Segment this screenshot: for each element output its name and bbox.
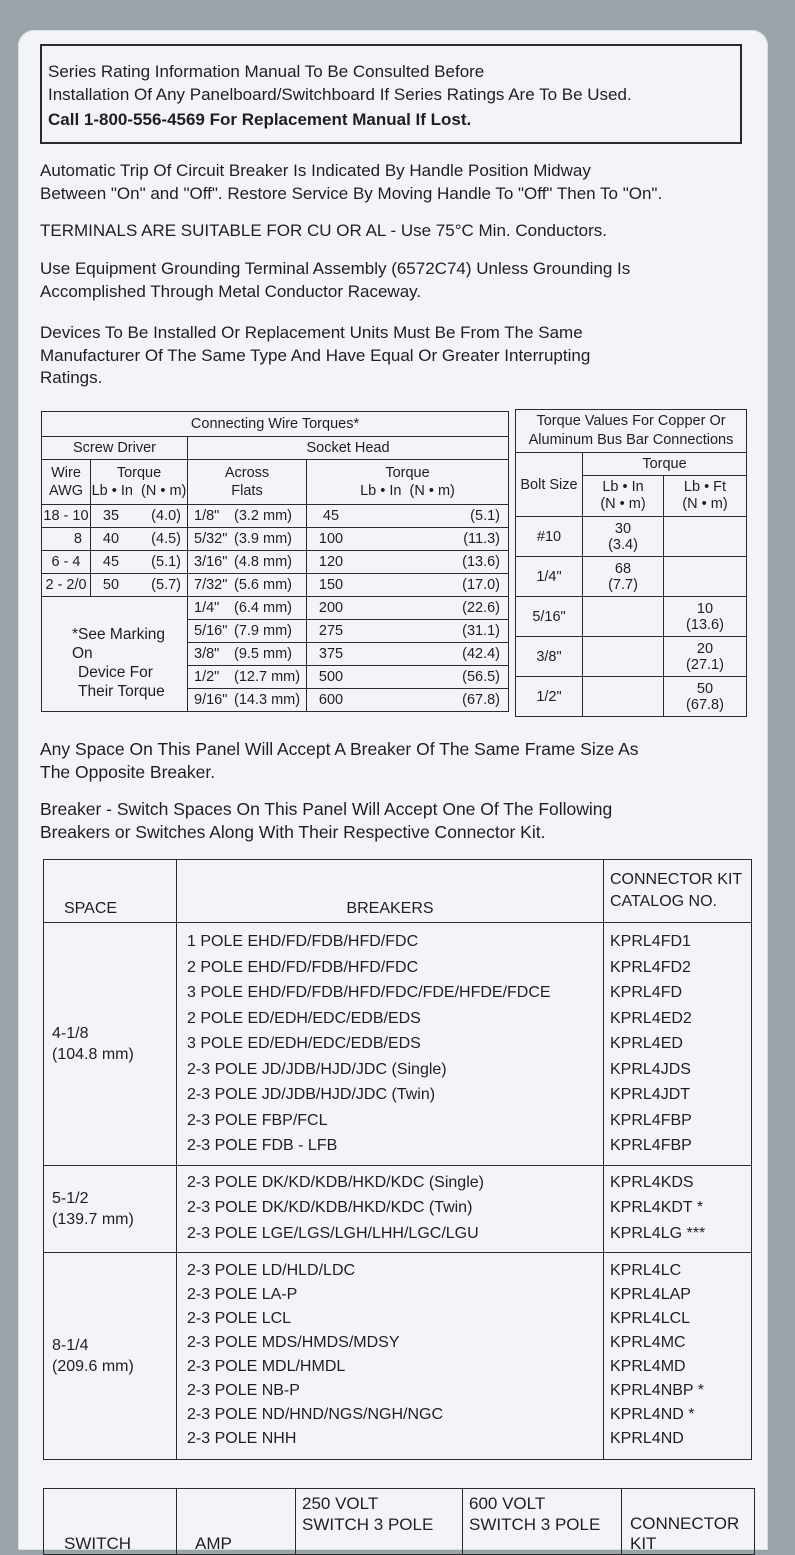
table-row [42,551,509,574]
lbin-cell: 50 [91,574,132,597]
inch-cell: 9/16" [188,689,235,712]
nm-cell: (5.7) [131,574,188,597]
lbin-nm-value: (7.7) [608,576,638,593]
mm-cell: (4.8 mm) [234,551,307,574]
bus-title-line-2: Aluminum Bus Bar Connections [528,432,734,448]
mm-cell: (14.3 mm) [234,689,307,712]
devices-line-3: Ratings. [40,368,103,387]
mm-cell: (6.4 mm) [234,597,307,620]
space-mm: (104.8 mm) [52,1045,134,1063]
trip-paragraph [40,160,755,205]
wire-torque-title: Connecting Wire Torques* [42,412,509,437]
list-item: 2-3 POLE MDL/HMDL [187,1358,346,1375]
lbin-cell: 275 [307,620,356,643]
list-item: 2-3 POLE LA-P [187,1286,298,1303]
list-item: 2 POLE EHD/FD/FDB/HFD/FDC [187,958,419,976]
bus-torque-header: Torque [583,453,747,476]
inch-cell: 3/16" [188,551,235,574]
list-item: 3 POLE ED/EDH/EDC/EDB/EDS [187,1035,421,1052]
switch-table [43,1488,755,1555]
lb-in-label: Lb • In [91,483,133,499]
inch-cell: 3/8" [188,643,235,666]
table-row [516,637,747,677]
awg-cell: 6 - 4 [42,551,91,574]
lb-ft-label: Lb • Ft [683,479,727,495]
list-item: 2-3 POLE MDS/HMDS/MDSY [187,1334,400,1351]
kit-header-line-1: CONNECTOR KIT [610,871,743,888]
kit-list [604,923,752,1166]
nm-label: (N • m) [682,496,728,512]
series-rating-notice [40,44,742,144]
list-item: KPRL4NBP * [610,1382,704,1399]
lbft-value: 20 [696,640,714,657]
inch-cell: 5/32" [188,528,235,551]
list-item: 2-3 POLE LCL [187,1310,292,1327]
mm-cell: (5.6 mm) [234,574,307,597]
awg-cell: 18 - 10 [42,505,91,528]
nm-cell: (67.8) [355,689,509,712]
inch-cell: 1/2" [188,666,235,689]
bolt-cell: 1/2" [516,677,583,717]
list-item: KPRL4FBP [610,1137,692,1154]
space-header: SPACE [44,860,177,923]
screw-torque-header [91,460,188,505]
list-item: KPRL4FD [610,984,683,1001]
lbin-cell: 120 [307,551,356,574]
lb-in-label: Lb • In [360,483,402,499]
notice-line-1: Series Rating Information Manual To Be Consulted Before [48,62,485,81]
list-item: KPRL4ND [610,1430,684,1447]
table-row [42,574,509,597]
across-flats-header [188,460,307,505]
across-label: Across [224,465,270,481]
list-item: KPRL4KDS [610,1173,694,1191]
inch-cell: 1/8" [188,505,235,528]
awg-label: AWG [48,483,84,499]
torque-label: Torque [385,465,430,481]
list-item: KPRL4MC [610,1334,686,1351]
600-volt-header [463,1489,622,1555]
grounding-line-2: Accomplished Through Metal Conductor Raceway. [40,281,422,301]
bus-bar-torque-table [515,409,747,717]
lbft-cell [664,557,747,597]
space-line-2: The Opposite Breaker. [40,761,216,782]
list-item: 2-3 POLE FBP/FCL [187,1111,328,1129]
list-item: 2 POLE ED/EDH/EDC/EDB/EDS [187,1009,421,1027]
bolt-cell: 3/8" [516,637,583,677]
lbin-cell: 375 [307,643,356,666]
lbin-cell [583,517,664,557]
lbin-cell [583,597,664,637]
awg-cell: 2 - 2/0 [42,574,91,597]
list-item: 2-3 POLE FDB - LFB [187,1137,338,1154]
list-item: KPRL4JDS [610,1060,691,1078]
space-line-1: Any Space On This Panel Will Accept A Breaker Of The Same Frame Size As [40,739,639,759]
lbft-nm-value: (67.8) [686,696,724,713]
wire-awg-header [42,460,91,505]
list-item: 2-3 POLE LD/HLD/LDC [187,1262,356,1279]
lb-in-label: Lb • In [602,479,644,495]
lbin-cell: 600 [307,689,356,712]
wire-label: Wire [51,465,81,481]
devices-paragraph [40,322,755,390]
screw-driver-header: Screw Driver [42,437,188,460]
bolt-cell: 1/4" [516,557,583,597]
see-marking-note [42,597,188,712]
list-item: 2-3 POLE DK/KD/KDB/HKD/KDC (Twin) [187,1199,473,1216]
250-volt-line-2: SWITCH 3 POLE [302,1515,434,1534]
space-size: 8-1/4 [52,1337,89,1354]
list-item: KPRL4ED [610,1035,683,1052]
list-item: KPRL4MD [610,1358,686,1375]
torque-label: Torque [116,465,162,481]
table-row [516,677,747,717]
lbft-cell [664,517,747,557]
kit-header-line-2: CATALOG NO. [610,893,717,910]
nm-cell: (31.1) [355,620,509,643]
space-cell [44,923,177,1166]
trip-line-1: Automatic Trip Of Circuit Breaker Is Indicated By Handle Position Midway [40,161,591,180]
notice-line-3: Call 1-800-556-4569 For Replacement Manual If Lost. [48,110,472,129]
list-item: KPRL4ED2 [610,1009,692,1027]
lbin-cell [583,557,664,597]
devices-line-2: Manufacturer Of The Same Type And Have Equal Or Greater Interrupting [40,345,591,365]
list-item: 2-3 POLE NHH [187,1430,297,1447]
space-cell [44,1253,177,1460]
list-item: KPRL4LC [610,1262,682,1279]
switch-kit-header: CONNECTOR KIT [622,1489,755,1555]
lbft-nm-value: (27.1) [686,656,724,673]
terminals-paragraph: TERMINALS ARE SUITABLE FOR CU OR AL - Use 75°C Min. Conductors. [40,221,608,240]
table-row [516,517,747,557]
lbft-value: 10 [696,600,714,617]
bolt-cell: 5/16" [516,597,583,637]
nm-cell: (17.0) [355,574,509,597]
bus-lb-in-header [583,476,664,517]
lbin-cell: 150 [307,574,356,597]
list-item: KPRL4KDT * [610,1199,704,1216]
list-item: 2-3 POLE DK/KD/KDB/HKD/KDC (Single) [187,1173,484,1191]
nm-cell: (42.4) [355,643,509,666]
600-volt-line-1: 600 VOLT [469,1494,546,1513]
lbin-value: 68 [614,560,632,577]
list-item: 1 POLE EHD/FD/FDB/HFD/FDC [187,933,419,950]
grounding-line-1: Use Equipment Grounding Terminal Assembly (6572C74) Unless Grounding Is [40,259,631,278]
list-item: KPRL4FD1 [610,933,691,950]
space-paragraph [40,738,755,783]
nm-label: (N • m) [141,483,187,499]
list-item: KPRL4FD2 [610,958,691,976]
lbft-value: 50 [696,680,714,697]
awg-cell: 8 [42,528,91,551]
list-item: 2-3 POLE NB-P [187,1382,300,1399]
list-item: 2-3 POLE ND/HND/NGS/NGH/NGC [187,1406,444,1423]
list-item: KPRL4LG *** [610,1224,706,1242]
lbin-cell [583,637,664,677]
lbft-cell [664,637,747,677]
table-row [42,528,509,551]
lbft-nm-value: (13.6) [686,616,724,633]
bolt-size-header: Bolt Size [516,453,583,517]
table-row [42,505,509,528]
breaker-switch-line-1: Breaker - Switch Spaces On This Panel Will Accept One Of The Following [40,799,613,819]
kit-list [604,1253,752,1460]
lbin-cell: 40 [91,528,132,551]
socket-head-header: Socket Head [188,437,509,460]
250-volt-header [296,1489,463,1555]
inch-cell: 7/32" [188,574,235,597]
list-item: 2-3 POLE JD/JDB/HJD/JDC (Single) [187,1060,447,1078]
mm-cell: (7.9 mm) [234,620,307,643]
see-marking-line-2: Device For [78,664,153,681]
space-size: 5-1/2 [52,1189,89,1207]
mm-cell: (3.9 mm) [234,528,307,551]
list-item: 3 POLE EHD/FD/FDB/HFD/FDC/FDE/HFDE/FDCE [187,984,551,1001]
list-item: 2-3 POLE JD/JDB/HJD/JDC (Twin) [187,1086,436,1103]
lbft-cell [664,677,747,717]
nm-cell: (11.3) [355,528,509,551]
space-size: 4-1/8 [52,1024,89,1042]
breaker-list [177,1253,604,1460]
breaker-group-5-1-2 [44,1165,752,1253]
bus-title-line-1: Torque Values For Copper Or [536,413,726,429]
breaker-list [177,1165,604,1253]
kit-list [604,1165,752,1253]
amp-header: AMP [177,1489,296,1555]
nm-cell: (4.0) [131,505,188,528]
list-item: 2-3 POLE LGE/LGS/LGH/LHH/LGC/LGU [187,1224,479,1242]
list-item: KPRL4LAP [610,1286,691,1303]
bolt-cell: #10 [516,517,583,557]
lbin-cell: 35 [91,505,132,528]
table-row [516,557,747,597]
flats-label: Flats [231,483,263,499]
list-item: KPRL4JDT [610,1086,691,1103]
connector-kit-header [604,860,752,923]
bus-bar-title [516,410,747,453]
lbin-cell: 45 [91,551,132,574]
mm-cell: (3.2 mm) [234,505,307,528]
breaker-group-8-1-4 [44,1253,752,1460]
devices-line-1: Devices To Be Installed Or Replacement Units Must Be From The Same [40,323,583,342]
nm-label: (N • m) [600,496,646,512]
bus-lb-ft-header [664,476,747,517]
socket-torque-header [307,460,509,505]
space-mm: (139.7 mm) [52,1210,134,1228]
lbin-cell: 45 [307,505,356,528]
list-item: KPRL4LCL [610,1310,691,1327]
see-marking-line-3: Their Torque [78,683,165,700]
nm-cell: (5.1) [355,505,509,528]
breaker-list [177,923,604,1166]
lbin-cell: 500 [307,666,356,689]
trip-line-2: Between "On" and "Off". Restore Service By Moving Handle To "Off" Then To "On". [40,183,663,203]
lbin-cell: 200 [307,597,356,620]
nm-cell: (13.6) [355,551,509,574]
notice-line-2: Installation Of Any Panelboard/Switchboard If Series Ratings Are To Be Used. [48,85,632,104]
space-cell [44,1165,177,1253]
mm-cell: (9.5 mm) [234,643,307,666]
table-row [42,597,509,620]
table-row [516,597,747,637]
250-volt-line-1: 250 VOLT [302,1494,379,1513]
nm-label: (N • m) [409,483,455,499]
lbin-value: 30 [614,520,632,537]
lbin-cell [583,677,664,717]
mm-cell: (12.7 mm) [234,666,307,689]
lbin-nm-value: (3.4) [608,536,638,553]
breakers-header: BREAKERS [177,860,604,923]
600-volt-line-2: SWITCH 3 POLE [469,1515,601,1534]
breakers-table [43,859,752,1460]
see-marking-line-1: *See Marking On [72,626,166,662]
wire-torque-table [41,411,509,712]
nm-cell: (56.5) [355,666,509,689]
nm-cell: (5.1) [131,551,188,574]
switch-header: SWITCH [44,1489,177,1555]
breaker-switch-paragraph [40,798,755,843]
lbin-cell: 100 [307,528,356,551]
nm-cell: (4.5) [131,528,188,551]
breaker-group-4-1-8 [44,923,752,1166]
grounding-paragraph [40,258,755,303]
space-mm: (209.6 mm) [52,1358,134,1375]
breaker-switch-line-2: Breakers or Switches Along With Their Respective Connector Kit. [40,821,546,842]
lbft-cell [664,597,747,637]
nm-cell: (22.6) [355,597,509,620]
list-item: KPRL4ND * [610,1406,695,1423]
list-item: KPRL4FBP [610,1111,692,1129]
inch-cell: 5/16" [188,620,235,643]
inch-cell: 1/4" [188,597,235,620]
